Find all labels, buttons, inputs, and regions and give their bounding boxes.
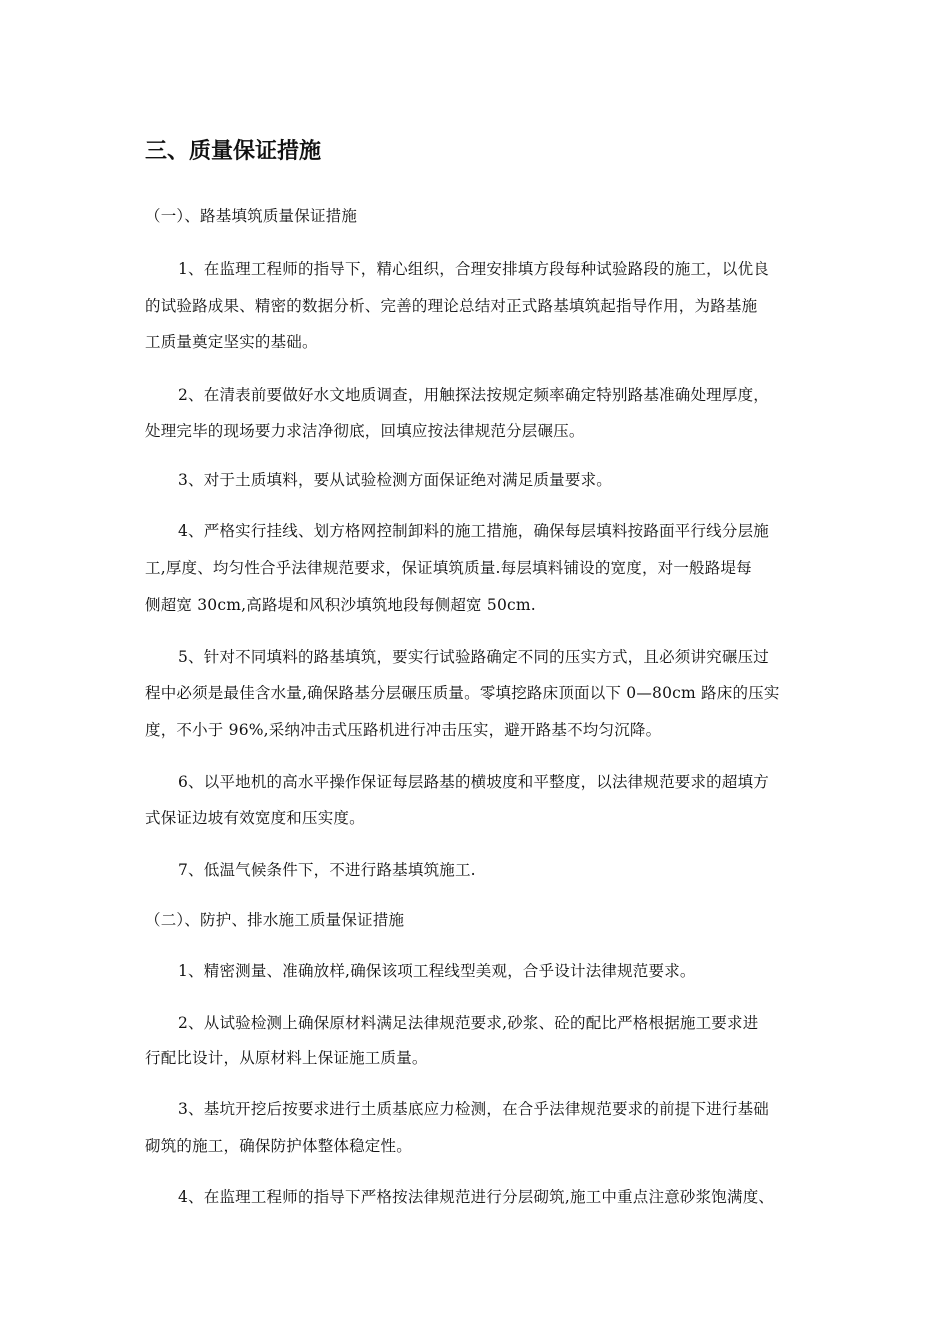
paragraph-line: 式保证边坡有效宽度和压实度。 (145, 809, 365, 827)
paragraph-line: 1、在监理工程师的指导下，精心组织，合理安排填方段每种试验路段的施工，以优良 (178, 260, 769, 278)
paragraph-line: 工质量奠定坚实的基础。 (145, 333, 318, 351)
subsection-title-1: （一）、路基填筑质量保证措施 (145, 207, 358, 225)
paragraph-line: 6、以平地机的高水平操作保证每层路基的横坡度和平整度，以法律规范要求的超填方 (178, 773, 769, 791)
section-heading: 三、质量保证措施 (145, 139, 322, 164)
paragraph-line: 的试验路成果、精密的数据分析、完善的理论总结对正式路基填筑起指导作用，为路基施 (145, 297, 758, 315)
paragraph-line: 1、精密测量、准确放样,确保该项工程线型美观，合乎设计法律规范要求。 (178, 962, 696, 980)
paragraph-line: 行配比设计，从原材料上保证施工质量。 (145, 1049, 428, 1067)
paragraph-line: 侧超宽 30cm,高路堤和风积沙填筑地段每侧超宽 50cm. (145, 596, 536, 614)
paragraph-line: 砌筑的施工，确保防护体整体稳定性。 (145, 1137, 412, 1155)
subsection-title-2: （二）、防护、排水施工质量保证措施 (145, 911, 405, 929)
paragraph-line: 处理完毕的现场要力求洁净彻底，回填应按法律规范分层碾压。 (145, 422, 585, 440)
paragraph-line: 4、在监理工程师的指导下严格按法律规范进行分层砌筑,施工中重点注意砂浆饱满度、 (178, 1188, 775, 1206)
paragraph-line: 5、针对不同填料的路基填筑，要实行试验路确定不同的压实方式，且必须讲究碾压过 (178, 648, 769, 666)
paragraph-line: 度，不小于 96%,采纳冲击式压路机进行冲击压实，避开路基不均匀沉降。 (145, 721, 662, 739)
paragraph-line: 3、基坑开挖后按要求进行土质基底应力检测，在合乎法律规范要求的前提下进行基础 (178, 1100, 769, 1118)
paragraph-line: 4、严格实行挂线、划方格网控制卸料的施工措施，确保每层填料按路面平行线分层施 (178, 522, 769, 540)
paragraph-line: 3、对于土质填料，要从试验检测方面保证绝对满足质量要求。 (178, 471, 612, 489)
paragraph-line: 程中必须是最佳含水量,确保路基分层碾压质量。零填挖路床顶面以下 0—80cm 路床的压实 (145, 684, 780, 702)
paragraph-line: 2、从试验检测上确保原材料满足法律规范要求,砂浆、砼的配比严格根据施工要求进 (178, 1014, 759, 1032)
paragraph-line: 2、在清表前要做好水文地质调查，用触探法按规定频率确定特别路基准确处理厚度， (178, 386, 769, 404)
paragraph-line: 7、低温气候条件下，不进行路基填筑施工. (178, 861, 476, 879)
paragraph-line: 工,厚度、均匀性合乎法律规范要求，保证填筑质量.每层填料铺设的宽度，对一般路堤每 (145, 559, 752, 577)
